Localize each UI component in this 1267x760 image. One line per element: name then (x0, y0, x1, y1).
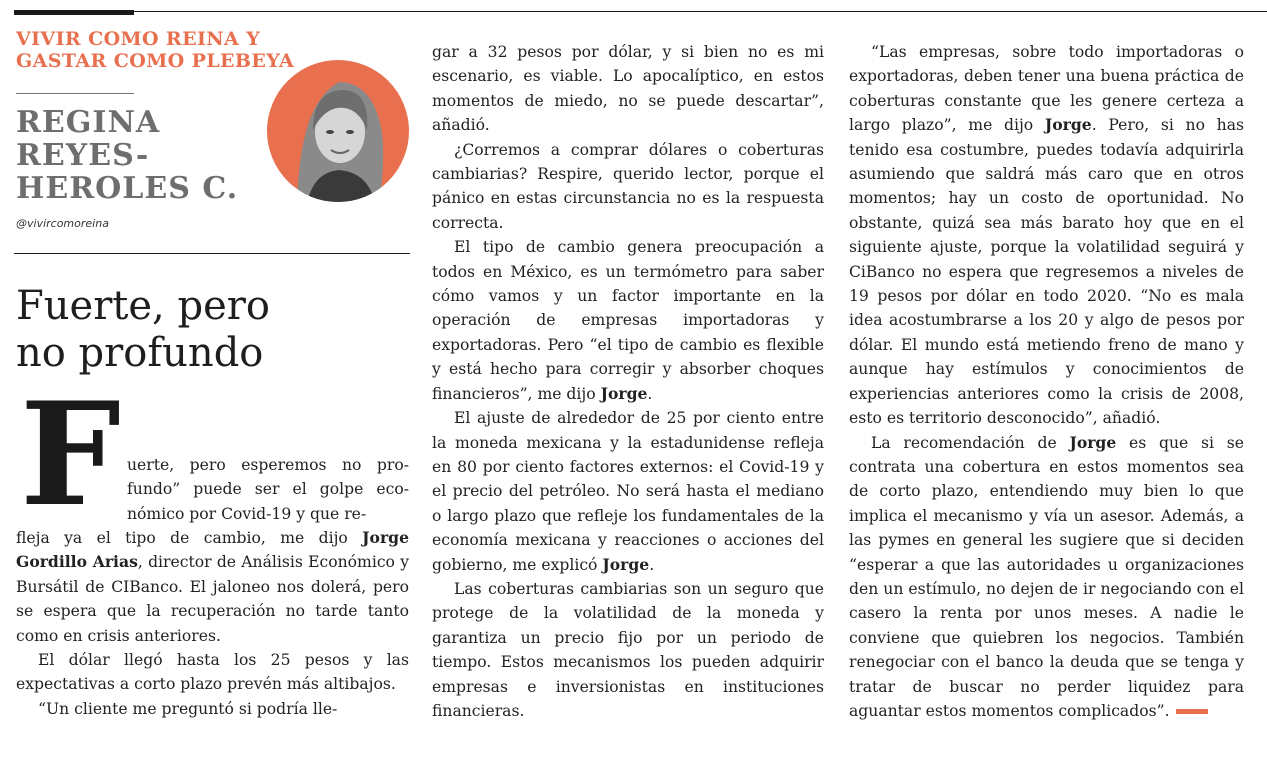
paragraph (16, 526, 409, 648)
paragraph: uerte, pero esperemos no pro- fundo” puede ser el golpe eco- nómico por Covid-19 y que re- (127, 456, 409, 523)
author-handle: @vivircomoreina (16, 217, 109, 230)
author-line2: REYES- (16, 138, 150, 173)
text-run: , director de Análisis Económico y Bursátil de CIBanco. El jaloneo nos dolerá, pero se espera que la recuperación no tarde tanto como en crisis anteriores. (16, 553, 409, 645)
paragraph (849, 40, 1244, 431)
paragraph: ¿Corremos a comprar dólares o coberturas cambiarias? Respire, querido lector, porque el pánico en estas circunstancia no es la respuesta correcta. (432, 140, 824, 232)
headline (16, 283, 406, 377)
author-avatar (267, 60, 409, 202)
column-1-top (127, 453, 409, 526)
paragraph: El dólar llegó hasta los 25 pesos y las expectativas a corto plazo prevén más altibajos. (16, 651, 409, 694)
paragraph: “Un cliente me preguntó si podría lle- (38, 699, 338, 718)
column-2 (432, 40, 824, 723)
text-run: . (649, 555, 655, 574)
text-run: “Las empresas, sobre todo importadoras o exportadoras, deben tener una buena práctica de coberturas constante que les genere certeza a largo plazo”, me dijo (849, 43, 1244, 135)
paragraph (849, 431, 1244, 724)
column-name-line1: VIVIR COMO REINA Y (16, 28, 261, 50)
text-run: El tipo de cambio genera preocupación a todos en México, es un termómetro para saber cómo vamos y un factor importante en la operación de empresas importadoras y exportadoras. Pero “el tipo de cambio es flexible y está hecho para corregir y absorber choques financieros”, me dijo (432, 238, 824, 403)
text-run: La recomendación de (871, 433, 1070, 452)
top-rule-thin (134, 11, 1267, 12)
source-name: Jorge (1069, 432, 1117, 452)
column-1-body (16, 526, 409, 721)
text-run: El ajuste de alrededor de 25 por ciento entre la moneda mexicana y la estadunidense refleja en 80 por ciento factores externos: el Covid-19 y el precio del petróleo. No será hasta el mediano o largo plazo que refleje los fundamentales de la economía mexicana y reacciones o acciones del gobierno, me explicó (432, 409, 824, 574)
column-3 (849, 40, 1244, 723)
text-run: . Pero, si no has tenido esa costumbre, puedes todavía adquirirla asumiendo que saldrá más caro que en otros momentos; hay un costo de oportunidad. No obstante, quizá sea más barato hoy que en el siguiente ajuste, porque la volatilidad seguirá y CiBanco no espera que regresemos a niveles de 19 pesos por dólar en todo 2020. “No es mala idea acostumbrarse a los 20 y algo de pesos por dólar. El mundo está metiendo freno de mano y aunque hay estímulos y conocimientos de experiencias anteriores como la crisis de 2008, esto es territorio desconocido”, añadió. (849, 116, 1244, 428)
column-name (16, 28, 306, 72)
author-line1: REGINA (16, 105, 161, 140)
source-name: Jorge (1044, 115, 1092, 135)
source-name: Jorge (600, 383, 648, 403)
paragraph: gar a 32 pesos por dólar, y si bien no es mi escenario, es viable. Lo apocalíptico, en estos momentos de miedo, no se puede descartar”, añadió. (432, 43, 824, 135)
text-run: fleja ya el tipo de cambio, me dijo (16, 529, 363, 547)
paragraph (432, 235, 824, 406)
headline-line2: no profundo (16, 330, 264, 376)
author-name (16, 106, 238, 205)
header-divider (14, 253, 410, 254)
paragraph: Las coberturas cambiarias son un seguro que protege de la volatilidad de la moneda y garantiza un precio fijo por un periodo de tiempo. Estos mecanismos los pueden adquirir empresas e inversionistas en instituciones financieras. (432, 579, 824, 720)
text-run: . (647, 384, 653, 403)
headline-line1: Fuerte, pero (16, 283, 270, 329)
source-name: Jorge Gordillo Arias (16, 528, 409, 572)
column-name-line2: GASTAR COMO PLEBEYA (16, 50, 295, 72)
author-line3: HEROLES C. (16, 171, 239, 206)
source-name: Jorge (602, 554, 650, 574)
end-of-article-mark (1176, 709, 1208, 714)
top-rule-thick (14, 10, 134, 15)
text-run: es que si se contrata una cobertura en estos momentos sea de corto plazo, entendiendo muy bien lo que implica el mecanismo y vía un asesor. Además, a las pymes en general les sugiere que si deciden “esperar a que las autoridades u organizaciones den un estímulo, no dejen de ir negociando con el casero la renta por unos meses. A nadie le conviene que quiebren los negocios. También renegociar con el banco la deuda que se tenga y tratar de buscar no perder liquidez para aguantar estos momentos complicados”. (849, 433, 1244, 720)
drop-cap: F (20, 372, 121, 538)
paragraph (432, 406, 824, 577)
column-name-divider (16, 93, 134, 94)
